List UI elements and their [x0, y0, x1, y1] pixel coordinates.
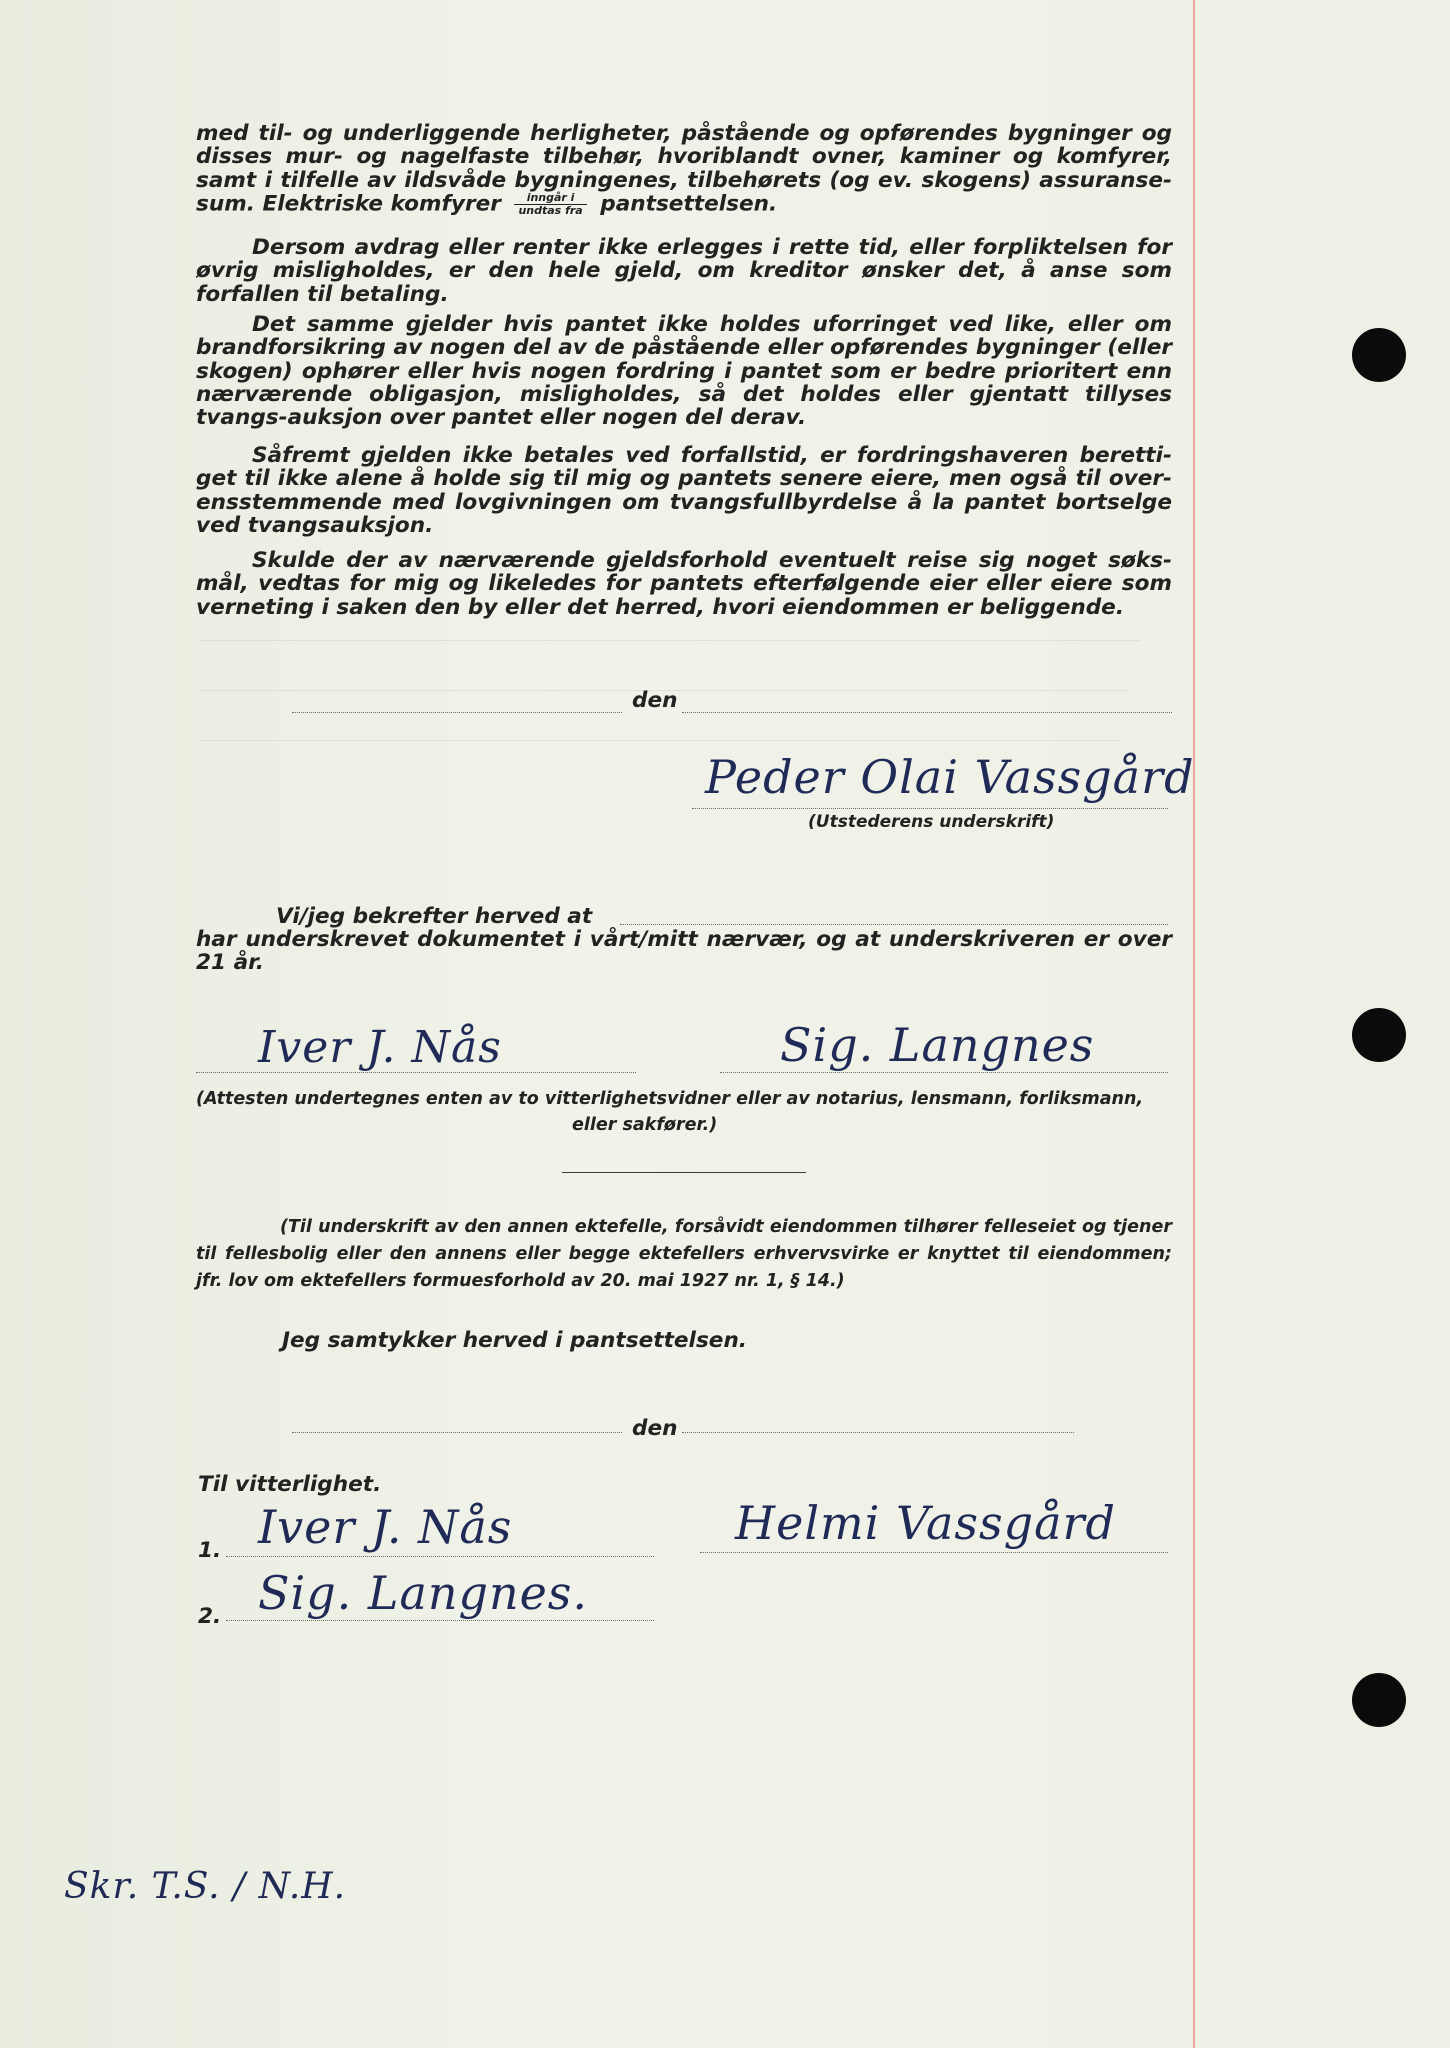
paragraph-text: Det samme gjelder hvis pantet ikke holdes uforringet ved like, eller om brandforsikring av nogen del av de påstående eller opførendes bygninger (eller skogen) ophører eller hvis nogen fordring i pantet som er bedre prioritert enn nærværende obligasjon, misligholdes, så det holdes eller gjentatt tillyses tvangs-auksjon over pantet eller nogen del derav. [196, 312, 1172, 431]
spouse-date-line [682, 1432, 1074, 1433]
paragraph-text: Skulde der av nærværende gjeldsforhold eventuelt reise sig noget søks-mål, vedtas for mig og likeledes for pantets efterfølgende eier eller eiere som verneting i saken den by eller det herred, hvori eiendommen er beliggende. [196, 548, 1172, 620]
spouse-witness-2-line [226, 1620, 654, 1621]
paragraph-collateral [196, 122, 1172, 217]
spouse-signature-line [700, 1552, 1168, 1553]
bleed-through-line [200, 740, 1120, 742]
section-divider [562, 1172, 806, 1173]
fraction-numerator: inngår i [514, 192, 586, 205]
witness-1-line [196, 1072, 636, 1073]
attestation-lead: Vi/jeg bekrefter herved at [276, 904, 593, 929]
issuer-signature-line [692, 808, 1168, 809]
attestation-name-line [620, 924, 1168, 925]
paragraph-text: Såfremt gjelden ikke betales ved forfallstid, er fordringshaveren beretti-get til ikke alene å holde sig til mig og pantets senere eiere, men også til over-ensstemmende med lovgivningen om tvangsfullbyrdelse å la pantet bortselge ved tvangsauksjon. [196, 443, 1172, 538]
spouse-signature: Helmi Vassgård [735, 1496, 1116, 1550]
spouse-consent: Jeg samtykker herved i pantsettelsen. [282, 1328, 748, 1353]
paragraph-default [196, 236, 1172, 306]
paragraph-text: med til- og underliggende herligheter, påstående og opførendes bygninger og disses mur- og nagelfaste tilbehør, hvoriblandt ovner, kaminer og komfyrer, samt i tilfelle av ildsvåde bygningenes, tilbehørets (og ev. skogens) assuranse-sum. Elektriske komfyrer [196, 121, 1172, 217]
fraction-denominator: undtas fra [518, 203, 583, 217]
attestation-witness-2-signature: Sig. Langnes [780, 1018, 1095, 1072]
issuer-signature: Peder Olai Vassgård [705, 750, 1195, 804]
paragraph-venue [196, 549, 1172, 619]
witness-heading: Til vitterlighet. [198, 1472, 382, 1497]
spouse-witness-1-line [226, 1556, 654, 1557]
witness-2-line [720, 1072, 1168, 1073]
witness-1-number: 1. [198, 1538, 222, 1563]
paragraph-insurance [196, 313, 1172, 429]
place-line [292, 712, 622, 713]
paragraph-text: Dersom avdrag eller renter ikke erlegges i rette tid, eller forpliktelsen for øvrig misligholdes, er den hele gjeld, om kreditor ønsker det, å anse som forfallen til betaling. [196, 235, 1172, 307]
date-line [682, 712, 1172, 713]
attestation-body: har underskrevet dokumentet i vårt/mitt nærvær, og at underskriveren er over 21 år. [196, 927, 1172, 976]
witness-2-number: 2. [198, 1604, 222, 1629]
attestation-note-line-2: eller sakfører.) [572, 1115, 718, 1135]
date-label: den [632, 688, 678, 713]
spouse-date-label: den [632, 1416, 678, 1441]
paragraph-text: pantsettelsen. [600, 191, 778, 217]
fraction-choice [514, 192, 586, 217]
spouse-witness-2-signature: Sig. Langnes. [258, 1566, 589, 1620]
spouse-note: (Til underskrift av den annen ektefelle, forsåvidt eiendommen tilhører felleseiet og tjener til fellesbolig eller den annens eller begge ektefellers erhvervsvirke er knyttet til eiendommen; jfr. lov om ektefellers formuesforhold av 20. mai 1927 nr. 1, § 14.) [196, 1217, 1172, 1291]
issuer-caption: (Utstederens underskrift) [808, 812, 1055, 832]
margin-rule [1193, 0, 1195, 2048]
spouse-place-line [292, 1432, 622, 1433]
punch-hole [1352, 1008, 1406, 1062]
punch-hole [1352, 328, 1406, 382]
clerk-mark: Skr. T.S. / N.H. [64, 1866, 347, 1907]
attestation-witness-1-signature: Iver J. Nås [258, 1022, 502, 1073]
punch-hole [1352, 1673, 1406, 1727]
bleed-through-line [200, 640, 1140, 642]
paragraph-enforcement [196, 444, 1172, 537]
spouse-witness-1-signature: Iver J. Nås [258, 1500, 513, 1554]
attestation-note-line-1: (Attesten undertegnes enten av to vitterlighetsvidner eller av notarius, lensmann, forliksmann, [196, 1089, 1144, 1109]
